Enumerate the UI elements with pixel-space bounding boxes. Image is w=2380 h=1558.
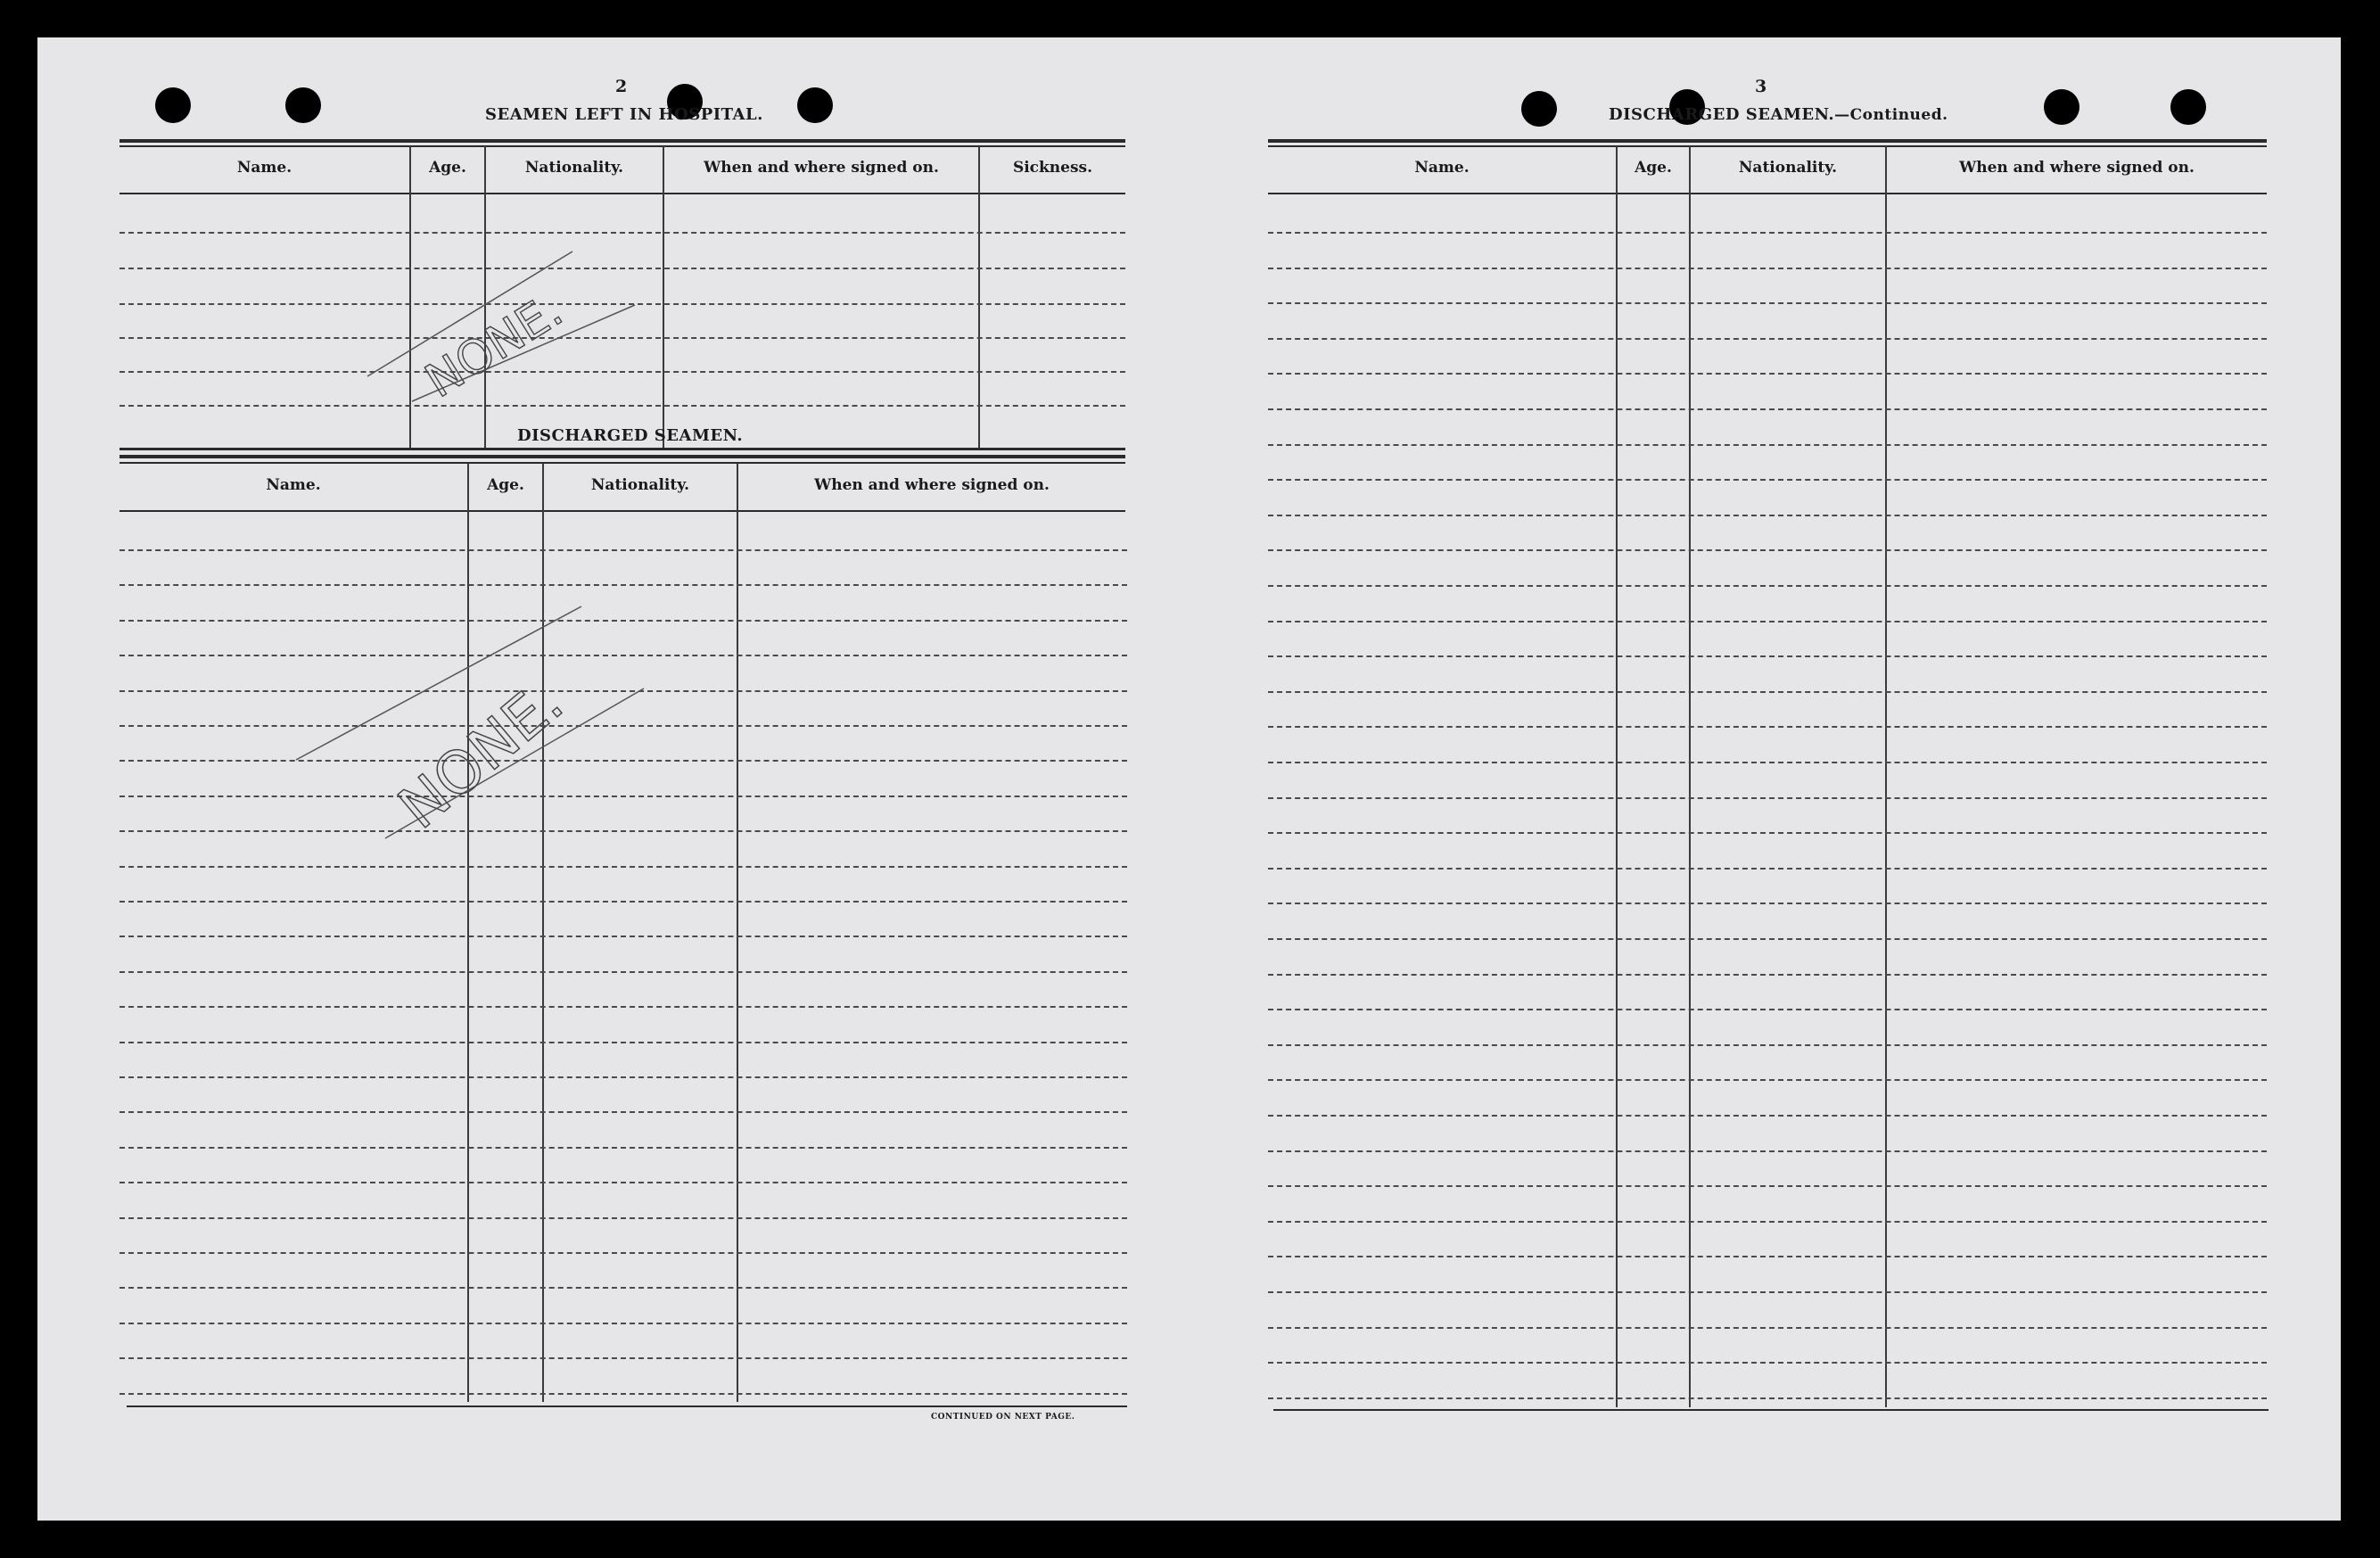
right-entry-line [1268,1397,2267,1399]
right-page-number: 3 [1755,77,1767,96]
discharged-entry-line [119,1252,1127,1254]
left-page-number: 2 [615,77,628,96]
hospital-entry-line [119,232,1125,234]
hospital-bottom-rule [119,448,1125,450]
right-entry-line [1268,832,2267,834]
discharged-section-title: DISCHARGED SEAMEN. [517,426,744,445]
right-entry-line [1268,621,2267,622]
discharged-entry-line [119,971,1127,973]
hospital-header-rule [119,193,1125,194]
hospital-divider [978,146,980,449]
right-entry-line [1268,268,2267,269]
right-entry-line [1268,903,2267,904]
right-entry-line [1268,974,2267,976]
hospital-divider [663,146,664,449]
right-entry-line [1268,868,2267,870]
right-entry-line [1268,1256,2267,1257]
discharged-entry-line [119,1042,1127,1043]
right-entry-line [1268,1115,2267,1117]
right-header-rule [1268,193,2267,194]
discharged-entry-line [119,1393,1127,1395]
right-col-name: Name. [1414,159,1470,177]
svg-text:NONE.: NONE. [385,667,576,843]
right-col-signed-on: When and where signed on. [1959,159,2195,177]
right-col-age: Age. [1635,159,1672,177]
right-divider [1689,146,1691,1407]
right-entry-line [1268,1221,2267,1223]
right-top-rule-thin [1268,145,2267,147]
right-section-title [1609,105,1948,124]
right-section-title-continued: —Continued. [1834,106,1948,124]
punch-hole [1521,91,1557,127]
discharged-entry-line [119,549,1127,551]
discharged-top-rule [119,455,1125,458]
right-entry-line [1268,302,2267,304]
right-entry-line [1268,1044,2267,1046]
right-entry-line [1268,1079,2267,1081]
hospital-col-name: Name. [236,159,292,177]
discharged-col-name: Name. [266,476,321,494]
right-entry-line [1268,797,2267,799]
right-entry-line [1268,515,2267,516]
discharged-header-rule [119,510,1125,512]
hospital-top-rule [119,139,1125,143]
punch-hole [2044,89,2079,125]
right-entry-line [1268,762,2267,763]
punch-hole [2170,89,2206,125]
right-bottom-rule [1273,1409,2269,1411]
hospital-top-rule-thin [119,145,1125,147]
discharged-entry-line [119,1111,1127,1113]
discharged-divider [737,464,738,1402]
discharged-bottom-rule [127,1405,1127,1407]
svg-text:NONE.: NONE. [416,284,572,409]
discharged-entry-line [119,1076,1127,1078]
right-entry-line [1268,938,2267,940]
right-entry-line [1268,726,2267,728]
right-entry-line [1268,1362,2267,1364]
discharged-top-rule-thin [119,462,1125,464]
punch-hole [285,87,321,123]
discharged-entry-line [119,901,1127,903]
right-entry-line [1268,1150,2267,1152]
right-entry-line [1268,408,2267,410]
discharged-none-handwriting [287,555,662,876]
discharged-entry-line [119,1287,1127,1289]
right-top-rule [1268,139,2267,143]
right-entry-line [1268,373,2267,375]
discharged-entry-line [119,1217,1127,1219]
hospital-col-sickness: Sickness. [1012,159,1093,177]
right-entry-line [1268,444,2267,446]
punch-hole [155,87,191,123]
hospital-col-signed-on: When and where signed on. [704,159,939,177]
right-entry-line [1268,1009,2267,1010]
right-entry-line [1268,691,2267,693]
right-entry-line [1268,1185,2267,1187]
hospital-col-nationality: Nationality. [524,159,624,177]
hospital-none-handwriting [358,243,644,421]
discharged-entry-line [119,936,1127,937]
discharged-col-age: Age. [487,476,524,494]
hospital-section-title: SEAMEN LEFT IN HOSPITAL. [485,105,763,124]
right-entry-line [1268,549,2267,551]
right-section-title-text: DISCHARGED SEAMEN. [1609,105,1835,124]
right-entry-line [1268,1327,2267,1329]
right-divider [1885,146,1887,1407]
discharged-col-nationality: Nationality. [590,476,690,494]
discharged-col-signed-on: When and where signed on. [814,476,1050,494]
discharged-entry-line [119,1006,1127,1008]
right-col-nationality: Nationality. [1738,159,1838,177]
hospital-col-age: Age. [429,159,466,177]
right-divider [1616,146,1618,1407]
right-entry-line [1268,338,2267,340]
scanned-document-spread [37,37,2341,1521]
punch-hole [797,87,833,123]
right-entry-line [1268,232,2267,234]
discharged-entry-line [119,1182,1127,1183]
discharged-entry-line [119,1323,1127,1324]
right-entry-line [1268,585,2267,587]
right-entry-line [1268,655,2267,657]
discharged-entry-line [119,1357,1127,1359]
right-entry-line [1268,1291,2267,1293]
discharged-entry-line [119,1147,1127,1149]
right-entry-line [1268,479,2267,481]
continued-footer: CONTINUED ON NEXT PAGE. [931,1413,1075,1422]
